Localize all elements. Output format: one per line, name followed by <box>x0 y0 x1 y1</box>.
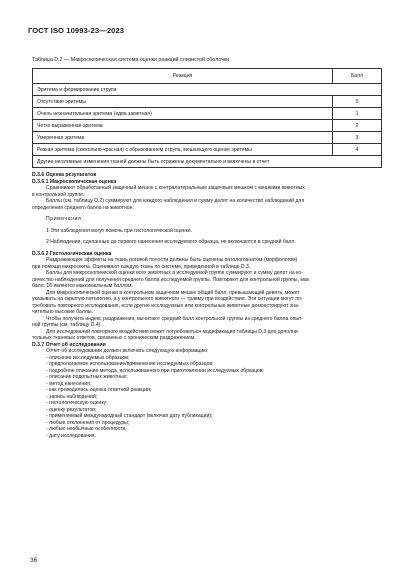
standard-header: ГОСТ ISO 10993-23—2023 <box>28 26 125 35</box>
reaction-cell: Умеренная эритема <box>33 132 333 144</box>
reaction-score-table <box>32 68 382 168</box>
score-cell: 4 <box>333 144 382 156</box>
paragraph-line: Для исследований повторного воздействия может потребоваться модификация таблицы D.3 для дополни- <box>46 328 300 335</box>
notes-heading: Примечания: <box>46 216 84 222</box>
column-header-score: Балл <box>333 69 382 84</box>
table-row <box>33 144 382 156</box>
note-line: 1 Эти наблюдения могут помочь при гистологической оценке. <box>46 227 193 234</box>
table-caption: Таблица D.2 — Макроскопическая система оценки реакций слизистой оболочки <box>32 57 230 63</box>
reaction-cell: Отсутствие эритемы <box>33 96 333 108</box>
paragraph-line: Раздражающие эффекты на ткань роговой полости должны быть оценены патологоанатом (морфологом) <box>46 257 298 263</box>
table-group-row <box>33 84 382 96</box>
table-footer-row <box>33 156 382 168</box>
subsection-heading: D.3.6.1 Макроскопическая оценка <box>32 178 117 185</box>
table-row <box>33 132 382 144</box>
note-line: 2 Наблюдения, сделанные до первого нанесения исследуемого образца, не включаются в средний балл. <box>46 239 296 245</box>
paragraph-line: личество наблюдений для получения среднего балла исследуемой группы. Повторяют для контрольной группы, мах <box>32 276 310 283</box>
paragraph-line: в контрольной группе. <box>32 191 85 198</box>
section-heading: D.3.6 Оценка результатов <box>32 172 97 178</box>
list-item: - подробное описание метода, использованного при приготовлении исследуемых образцов; <box>46 367 264 374</box>
paragraph-line: указывать на скрытую патологию, а у контрольного животного — травму при воздействии. Эти ситуации могут по- <box>32 296 303 302</box>
list-item: - метод нанесения; <box>46 380 92 387</box>
reaction-cell: Четко выраженная эритема <box>33 120 333 132</box>
reaction-cell: Резкая эритема (свекольно-красная) с образованием струпа, мешающего оценке эритемы <box>33 144 333 156</box>
score-cell: 2 <box>333 120 382 132</box>
paragraph-line: Баллы (см. таблицу D.2) суммируют для каждого наблюдения и сумму делят на количество наблюдений для <box>46 198 305 204</box>
page-number: 36 <box>30 557 38 564</box>
paragraph-line: тельных тканевых ответов, связанных с хроническим раздражением. <box>32 335 196 341</box>
table-row <box>33 108 382 120</box>
table-footnote: Другие негативные изменения тканей должны быть отражены документально и включены в отчет <box>33 156 382 168</box>
group-label: Эритема и формирование струпа <box>33 84 382 96</box>
subsection-heading: D.3.7 Отчет об исследовании <box>32 341 106 348</box>
column-header-reaction: Реакция <box>33 69 333 84</box>
paragraph-line: ной группы (см. таблицу D.4). <box>32 322 102 328</box>
list-item: - оценку результатов; <box>46 406 97 413</box>
paragraph-line: Отчет об исследовании должен включать следующую информацию: <box>46 348 209 354</box>
score-cell: 3 <box>333 132 382 144</box>
score-cell: 0 <box>333 96 382 108</box>
list-item: - гистологическую оценку; <box>46 400 108 406</box>
list-item: - как проводилась оценка ответной реакции; <box>46 387 152 393</box>
list-item: - запись наблюдений; <box>46 393 98 400</box>
paragraph-line: Баллы для микроскопической оценки всех животных в исследуемой группе суммируют и сумму делят на ко- <box>46 270 303 276</box>
list-item: - описание подопытных животных; <box>46 374 128 380</box>
reaction-cell: Очень незначительная эритема (едва заметная) <box>33 108 333 120</box>
paragraph-line: Чтобы получить индекс раздражения, вычитают средний балл контрольной группы из среднего балла опыт- <box>46 315 304 322</box>
list-item: - любые необычные особенности; <box>46 426 127 432</box>
paragraph-line: определения среднего балла на животное. <box>32 204 134 211</box>
list-item: - предполагаемое использование/применение исследуемых образцов; <box>46 361 214 367</box>
table-row <box>33 96 382 108</box>
paragraph-line: Для микроскопической оценки в контрольном защечном мешке общий балл, превышающий девять, может <box>46 289 300 296</box>
list-item: - дату исследования. <box>46 432 96 439</box>
paragraph-line: требовать повторного исследования, если другие исследуемые или контрольные животные демонстрируют зна- <box>32 302 300 309</box>
list-item: - любые отклонения от процедуры; <box>46 419 130 426</box>
score-cell: 1 <box>333 108 382 120</box>
subsection-heading: D.3.6.2 Гистологическая оценка <box>32 250 112 257</box>
list-item: - описание исследуемых образцов; <box>46 354 130 361</box>
paragraph-line: балл: 16 является максимальным баллом. <box>32 283 133 289</box>
document-body <box>32 172 384 439</box>
paragraph-line: при помощи микроскопа. Оценивают каждую ткань по системе, приведенной в таблице D.3. <box>32 263 251 270</box>
table-header-row <box>33 69 382 84</box>
paragraph-line: чительно высокие баллы. <box>32 309 93 315</box>
list-item: - применяемый международный стандарт (включая дату публикации); <box>46 413 213 419</box>
table-row <box>33 120 382 132</box>
paragraph-line: Сравнивают обработанный защечный мешок с контралатеральным защечным мешком с мешками животных <box>46 185 305 191</box>
